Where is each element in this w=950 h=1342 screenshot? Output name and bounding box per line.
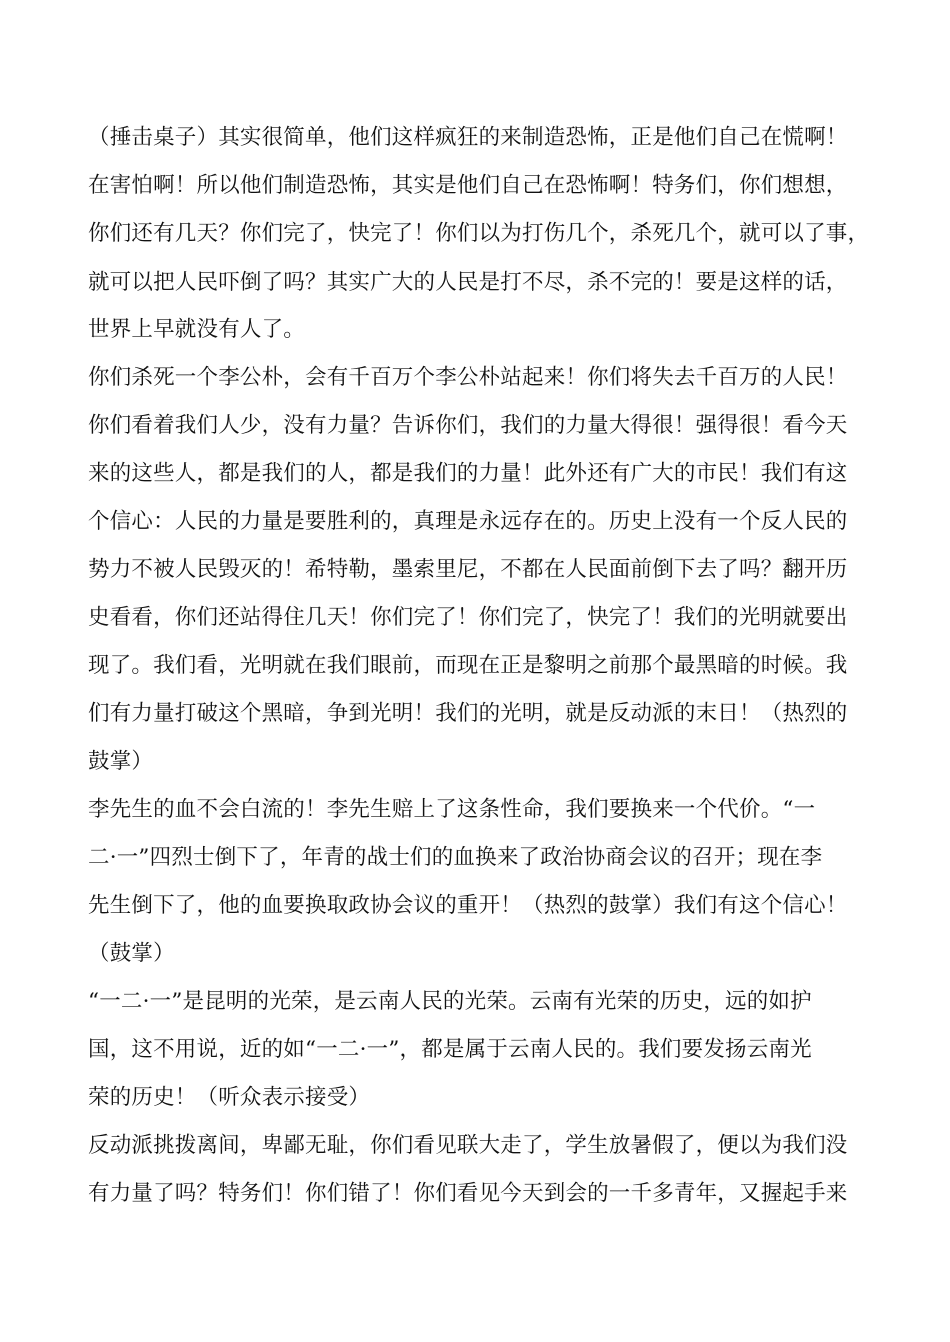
text-line: 你们看着我们人少，没有力量？告诉你们，我们的力量大得很！强得很！看今天 bbox=[88, 413, 848, 438]
text-line: 你们杀死一个李公朴，会有千百万个李公朴站起来！你们将失去千百万的人民！ bbox=[88, 365, 848, 390]
text-line: 世界上早就没有人了。 bbox=[88, 317, 306, 342]
text-line: 势力不被人民毁灭的！希特勒，墨索里尼，不都在人民面前倒下去了吗？翻开历 bbox=[88, 557, 848, 582]
text-line: （鼓掌） bbox=[88, 941, 175, 966]
text-line: 个信心：人民的力量是要胜利的，真理是永远存在的。历史上没有一个反人民的 bbox=[88, 509, 848, 534]
text-line: 二·一”四烈士倒下了，年青的战士们的血换来了政治协商会议的召开；现在李 bbox=[88, 845, 823, 870]
text-line: 先生倒下了，他的血要换取政协会议的重开！（热烈的鼓掌）我们有这个信心！ bbox=[88, 893, 848, 918]
text-line: 有力量了吗？特务们！你们错了！你们看见今天到会的一千多青年，又握起手来 bbox=[88, 1181, 848, 1206]
text-line: 来的这些人，都是我们的人，都是我们的力量！此外还有广大的市民！我们有这 bbox=[88, 461, 848, 486]
text-line: 就可以把人民吓倒了吗？其实广大的人民是打不尽，杀不完的！要是这样的话， bbox=[88, 270, 848, 295]
text-line: 国，这不用说，近的如“一二·一”，都是属于云南人民的。我们要发扬云南光 bbox=[88, 1037, 812, 1062]
text-line: 鼓掌） bbox=[88, 749, 154, 774]
text-line: 现了。我们看，光明就在我们眼前，而现在正是黎明之前那个最黑暗的时候。我 bbox=[88, 653, 848, 678]
text-line: 你们还有几天？你们完了，快完了！你们以为打伤几个，杀死几个，就可以了事， bbox=[88, 221, 870, 246]
text-line: （捶击桌子）其实很简单，他们这样疯狂的来制造恐怖，正是他们自己在慌啊！ bbox=[88, 125, 848, 150]
text-line: 李先生的血不会白流的！李先生赔上了这条性命，我们要换来一个代价。“一 bbox=[88, 797, 816, 822]
text-line: 在害怕啊！所以他们制造恐怖，其实是他们自己在恐怖啊！特务们，你们想想， bbox=[88, 173, 848, 198]
text-line: 反动派挑拨离间，卑鄙无耻，你们看见联大走了，学生放暑假了，便以为我们没 bbox=[88, 1133, 848, 1158]
text-line: 荣的历史！（听众表示接受） bbox=[88, 1085, 371, 1110]
text-line: 们有力量打破这个黑暗，争到光明！我们的光明，就是反动派的末日！（热烈的 bbox=[88, 701, 848, 726]
text-line: 史看看，你们还站得住几天！你们完了！你们完了，快完了！我们的光明就要出 bbox=[88, 605, 848, 630]
text-line: “一二·一”是昆明的光荣，是云南人民的光荣。云南有光荣的历史，远的如护 bbox=[88, 989, 812, 1014]
